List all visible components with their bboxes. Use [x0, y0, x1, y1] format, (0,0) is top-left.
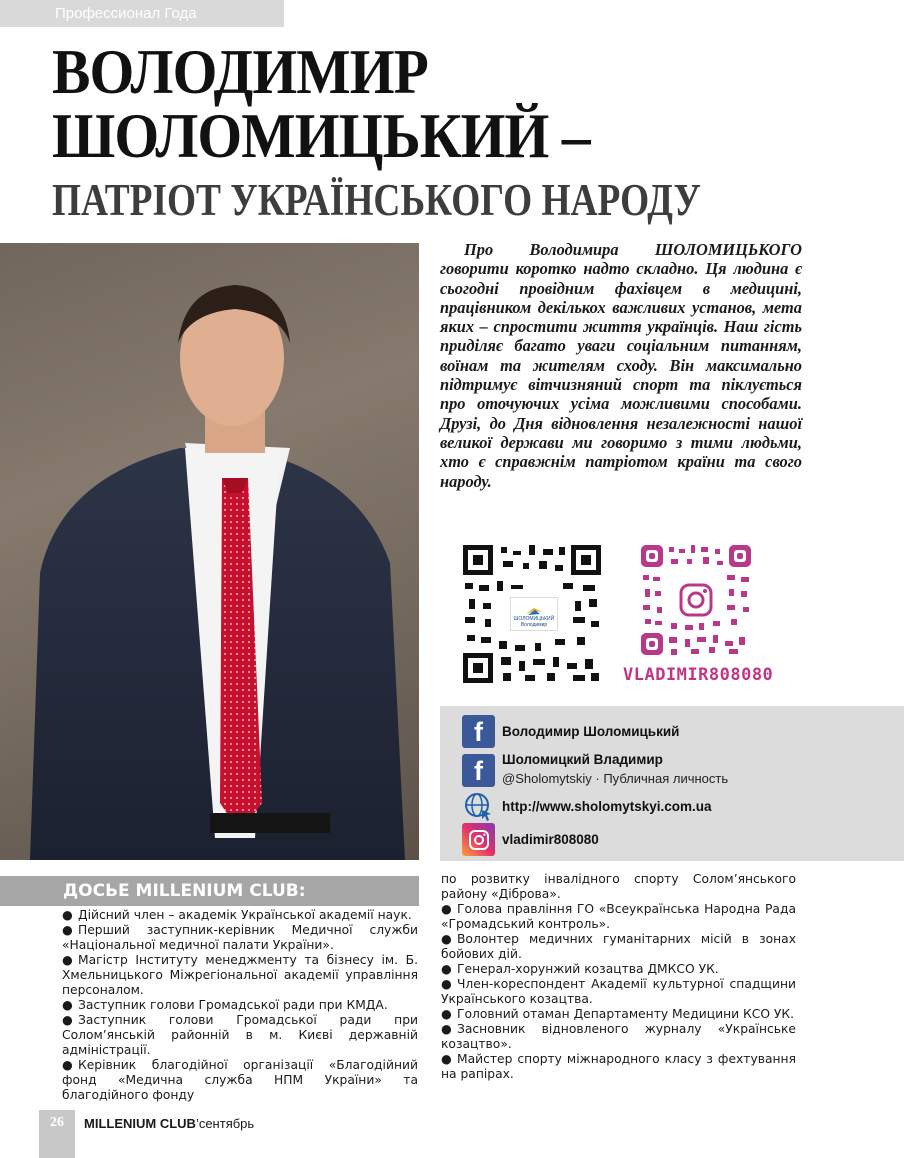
bullet: ●: [441, 1007, 452, 1021]
list-item-text: Перший заступник-керівник Медичної служби «Національної медичної палати України».: [62, 923, 418, 952]
list-item-text: Волонтер медичних гуманітарних місій в зонах бойових дій.: [441, 932, 796, 961]
bullet: ●: [62, 953, 73, 967]
contact-instagram[interactable]: [462, 823, 599, 856]
list-item-text: Магістр Інституту менеджменту та бізнесу ім. Б. Хмельницького Міжрегіональної академії управління персоналом.: [62, 953, 418, 997]
portrait-photo: [0, 243, 419, 860]
list-item: [441, 1052, 796, 1082]
title-line-1: ВОЛОДИМИР: [52, 36, 428, 107]
bullet: ●: [441, 932, 452, 946]
facebook-icon: f: [462, 754, 495, 787]
title-line-2: ШОЛОМИЦЬКИЙ –: [52, 100, 590, 171]
footer-month: ’сентябрь: [195, 1116, 255, 1131]
list-item-text: Генерал-хорунжий козацтва ДМКСО УК.: [457, 962, 719, 976]
bullet: ●: [62, 1058, 73, 1072]
instagram-icon: [462, 823, 495, 856]
bullet: ●: [62, 923, 73, 937]
article-title: [52, 36, 590, 171]
list-item-text: Заступник голови Громадської ради при КМДА.: [78, 998, 388, 1012]
page-number: 26: [50, 1115, 64, 1130]
list-item-text: Головний отаман Департаменту Медицини КСО УК.: [457, 1007, 795, 1021]
section-tag: Професcионал Года: [0, 0, 284, 27]
contact-facebook-2-sub: @Sholomytskiy · Публичная личность: [502, 771, 729, 786]
list-item: [62, 908, 418, 923]
list-item: [441, 1007, 796, 1022]
list-item-continuation: по розвитку інвалідного спорту Солом’янського району «Діброва».: [441, 872, 796, 901]
qr-code-instagram[interactable]: [641, 545, 751, 655]
footer-magazine-name: MILLENIUM CLUB: [84, 1116, 196, 1131]
qr-logo-badge: [510, 597, 558, 631]
contact-facebook-2-name: Шоломицкий Владимир: [502, 752, 663, 767]
list-item-text: Керівник благодійної організації «Благодійний фонд «Медична служба НПМ України» та благодійного фонду: [62, 1058, 418, 1102]
list-item: [62, 953, 418, 998]
intro-paragraph: Про Володимира ШОЛОМИЦЬКОГО говорити коротко надто складно. Ця людина є сьогодні провідним фахівцем в медицині, працівником декількох важливих установ, мета яких – спростити життя українців. Наш гість приділяє багато уваги соціальним питанням, воїнам та жителям сходу. Він максимально підтримує вітчизняний спорт та піклується про оточуючих усіма можливими способами. Друзі, до Дня відновлення незалежності нашої великої держави ми говоримо з тими людьми, хто є справжнім патріотом країни та свого народу.: [440, 240, 802, 491]
list-item-text: Заступник голови Громадської ради при Солом’янській районній в м. Києві державній адміністрації.: [62, 1013, 418, 1057]
portrait-illustration: [0, 243, 419, 860]
list-item-text: Дійсний член – академік Української академії наук.: [78, 908, 412, 922]
bullet: ●: [441, 1022, 452, 1036]
bullet: ●: [441, 977, 452, 991]
list-item: [62, 998, 418, 1013]
list-item: [441, 977, 796, 1007]
contact-website[interactable]: [462, 790, 712, 823]
footer-magazine: [84, 1116, 254, 1131]
list-item-text: Голова правління ГО «Всеукраїнська Народна Рада «Громадський контроль».: [441, 902, 796, 931]
list-item-text: Засновник відновленого журналу «Українське козацтво».: [441, 1022, 796, 1051]
list-item: [62, 923, 418, 953]
dossier-title: ДОСЬЕ MILLENIUM CLUB:: [63, 881, 306, 901]
list-item: [441, 902, 796, 932]
logo-wing-icon: [526, 606, 542, 616]
contact-facebook-2[interactable]: [462, 752, 728, 787]
bullet: ●: [62, 1013, 73, 1027]
list-item-text: Майстер спорту міжнародного класу з фехтування на рапірах.: [441, 1052, 796, 1081]
facebook-icon: f: [462, 715, 495, 748]
list-item: [62, 1058, 418, 1103]
globe-icon: [462, 790, 495, 823]
list-item: [441, 932, 796, 962]
contacts-panel: [440, 706, 904, 861]
bullet: ●: [441, 902, 452, 916]
list-item: [441, 962, 796, 977]
contact-facebook-1[interactable]: [462, 715, 679, 748]
dossier-list-left: [62, 908, 418, 1103]
qr-logo-text: ШОЛОМИЦЬКИЙ Володимир: [513, 616, 555, 628]
contact-instagram-label: vladimir808080: [502, 832, 599, 847]
contact-facebook-1-label: Володимир Шоломицький: [502, 724, 680, 739]
bullet: ●: [62, 908, 73, 922]
instagram-qr-handle: VLADIMIR808080: [623, 665, 774, 685]
article-subtitle: ПАТРІОТ УКРАЇНСЬКОГО НАРОДУ: [52, 175, 701, 225]
bullet: ●: [441, 962, 452, 976]
dossier-list-right: [441, 872, 796, 1082]
list-item: [441, 1022, 796, 1052]
bullet: ●: [62, 998, 73, 1012]
list-item: [62, 1013, 418, 1058]
contact-website-link[interactable]: http://www.sholomytskyi.com.ua: [502, 799, 712, 814]
bullet: ●: [441, 1052, 452, 1066]
list-item-text: Член-кореспондент Академії культурної спадщини Українського козацтва.: [441, 977, 796, 1006]
contact-facebook-2-label: [502, 752, 728, 786]
